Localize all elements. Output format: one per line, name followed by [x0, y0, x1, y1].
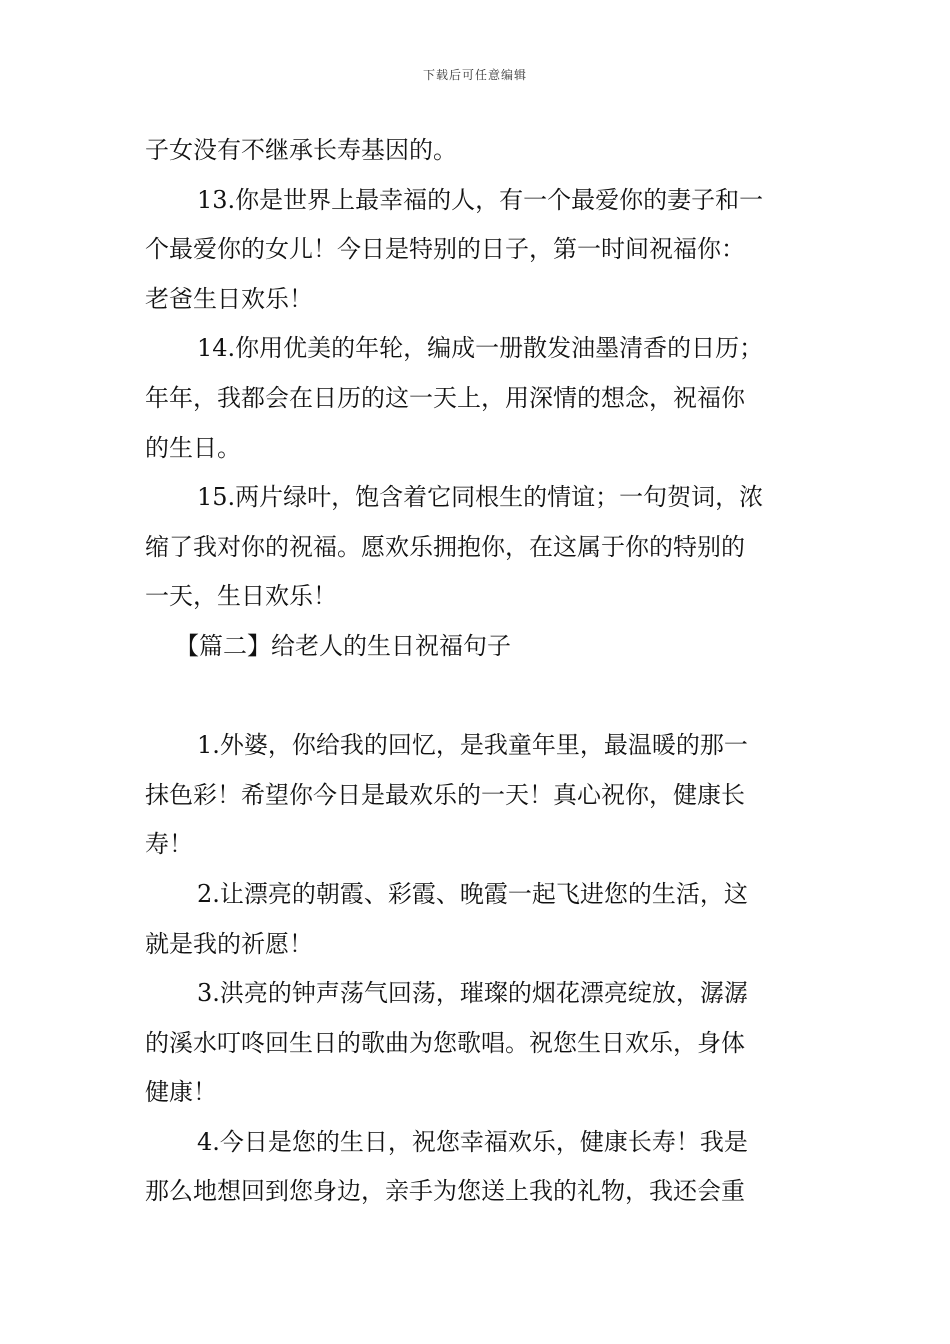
text-line: 寿！	[145, 830, 193, 859]
text-line: 一天，生日欢乐！	[145, 582, 337, 611]
text-line: 那么地想回到您身边，亲手为您送上我的礼物，我还会重	[145, 1177, 745, 1206]
text-line: 2.让漂亮的朝霞、彩霞、晚霞一起飞进您的生活，这	[197, 879, 748, 908]
document-body	[145, 126, 807, 1217]
text-line: 14.你用优美的年轮，编成一册散发油墨清香的日历；	[197, 334, 764, 363]
text-line: 的溪水叮咚回生日的歌曲为您歌唱。祝您生日欢乐，身体	[145, 1028, 745, 1057]
text-line: 抹色彩！希望你今日是最欢乐的一天！真心祝你，健康长	[145, 780, 745, 809]
header-note: 下载后可任意编辑	[422, 68, 527, 82]
section-heading: 【篇二】给老人的生日祝福句子	[175, 631, 511, 660]
text-line: 1.外婆，你给我的回忆，是我童年里，最温暖的那一	[197, 731, 748, 760]
text-line: 子女没有不继承长寿基因的。	[145, 136, 457, 164]
blank-line	[145, 672, 807, 722]
text-line: 13.你是世界上最幸福的人，有一个最爱你的妻子和一	[197, 185, 764, 214]
text-line: 个最爱你的女儿！今日是特别的日子，第一时间祝福你：	[145, 235, 745, 264]
text-line: 4.今日是您的生日，祝您幸福欢乐，健康长寿！我是	[197, 1127, 748, 1156]
text-line: 15.两片绿叶，饱含着它同根生的情谊；一句贺词，浓	[197, 483, 764, 512]
text-line: 老爸生日欢乐！	[145, 284, 313, 313]
text-line: 年年，我都会在日历的这一天上，用深情的想念，祝福你	[145, 383, 745, 412]
text-line: 健康！	[145, 1078, 217, 1107]
text-line: 就是我的祈愿！	[145, 929, 313, 958]
text-line: 的生日。	[145, 433, 241, 462]
text-line: 3.洪亮的钟声荡气回荡，璀璨的烟花漂亮绽放，潺潺	[197, 979, 748, 1008]
text-line: 缩了我对你的祝福。愿欢乐拥抱你，在这属于你的特别的	[145, 532, 745, 561]
